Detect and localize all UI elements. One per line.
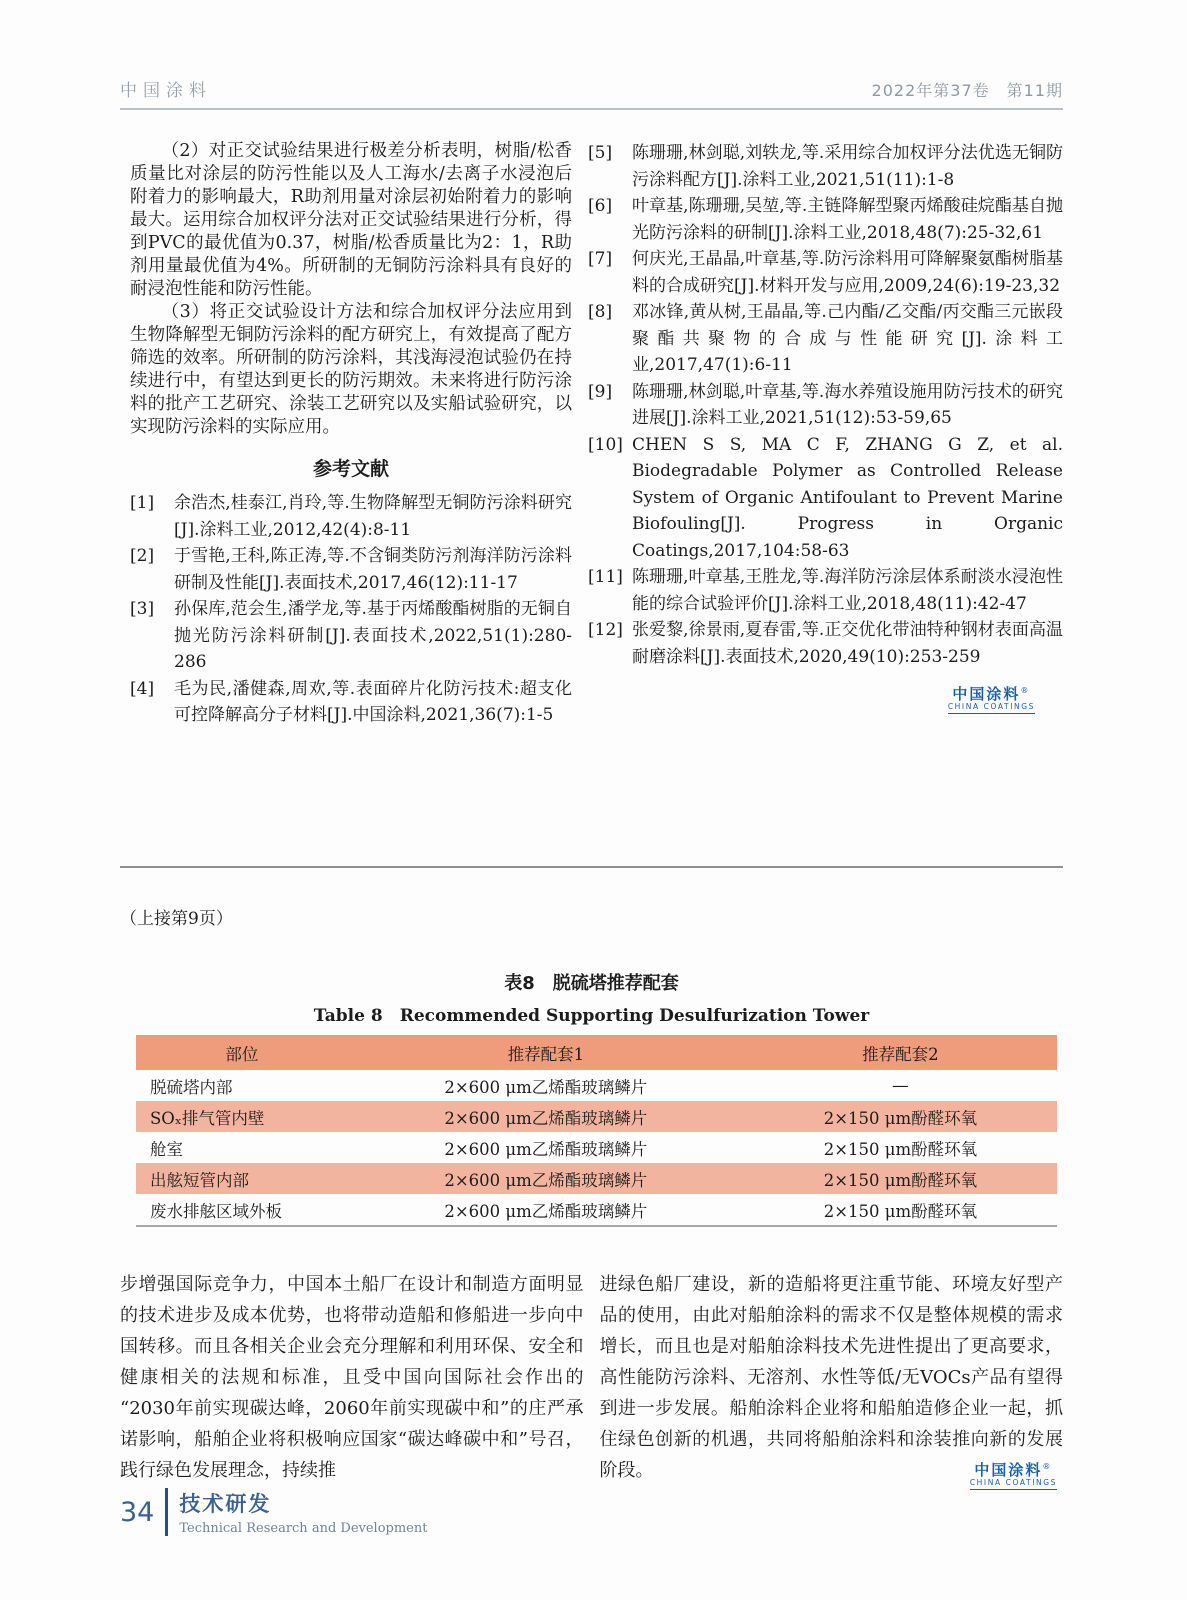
table-header-row <box>136 1035 1057 1070</box>
footer-section-zh: 技术研发 <box>179 1492 272 1516</box>
journal-name: 中国涂料 <box>120 81 212 101</box>
table-cell: 2×600 μm乙烯酯玻璃鳞片 <box>444 1108 648 1128</box>
registered-mark: ® <box>1020 686 1031 695</box>
reference-number: [11] <box>588 567 623 587</box>
reference-number: [4] <box>130 678 155 699</box>
references-list-right <box>588 140 1063 670</box>
logo-text-zh: 中国涂料® <box>952 685 1031 703</box>
reference-text: 于雪艳,王科,陈正涛,等.不含铜类防污剂海洋防污涂料研制及性能[J].表面技术,2017,46(12):11-17 <box>174 546 572 593</box>
reference-text: 何庆光,王晶晶,叶章基,等.防污涂料用可降解聚氨酯树脂基料的合成研究[J].材料开发与应用,2009,24(6):19-23,32 <box>632 249 1063 296</box>
logo-text-zh: 中国涂料® <box>974 1461 1053 1480</box>
table-column-header: 推荐配套1 <box>507 1044 585 1064</box>
conclusion-paragraph-3: （3）将正交试验设计方法和综合加权评分法应用到生物降解型无铜防污涂料的配方研究上，有效提高了配方筛选的效率。所研制的防污涂料，其浅海浸泡试验仍在持续进行中，有望达到更长的防污期效。未来将进行防污涂料的批产工艺研究、涂装工艺研究以及实船试验研究，以实现防污涂料的实际应用。 <box>130 302 572 437</box>
reference-text: 陈珊珊,林剑聪,叶章基,等.海水养殖设施用防污技术的研究进展[J].涂料工业,2021,51(12):53-59,65 <box>632 381 1063 428</box>
table-cell: 2×600 μm乙烯酯玻璃鳞片 <box>444 1139 648 1159</box>
table-row <box>136 1194 1057 1226</box>
reference-text: 陈珊珊,叶章基,王胜龙,等.海洋防污涂层体系耐淡水浸泡性能的综合试验评价[J].涂料工业,2018,48(11):42-47 <box>632 567 1063 614</box>
running-head <box>120 0 1063 110</box>
reference-number: [7] <box>588 249 613 269</box>
page-footer <box>120 1488 427 1536</box>
section-divider <box>120 866 1063 868</box>
table-cell: 出舷短管内部 <box>150 1170 249 1190</box>
references-heading: 参考文献 <box>312 458 389 480</box>
reference-item <box>588 564 1063 617</box>
reference-text: 孙保库,范会生,潘学龙,等.基于丙烯酸酯树脂的无铜自抛光防污涂料研制[J].表面技术,2022,51(1):280-286 <box>174 599 572 672</box>
reference-item <box>588 379 1063 432</box>
left-column <box>120 140 572 842</box>
footer-section-en: Technical Research and Development <box>179 1521 428 1536</box>
issue-info: 2022年第37卷 第11期 <box>871 81 1063 100</box>
continued-article-section <box>120 1269 1063 1486</box>
reference-number: [12] <box>588 620 623 640</box>
page-number: 34 <box>120 1496 155 1528</box>
reference-text: 陈珊珊,林剑聪,刘轶龙,等.采用综合加权评分法优选无铜防污涂料配方[J].涂料工业,2021,51(11):1-8 <box>632 143 1063 190</box>
table-cell: 脱硫塔内部 <box>150 1077 233 1097</box>
reference-item <box>130 490 572 543</box>
bottom-left-column <box>120 1269 584 1486</box>
table-row <box>136 1101 1057 1132</box>
logo-slot <box>962 1462 1057 1490</box>
table-column-header: 推荐配套2 <box>862 1044 939 1064</box>
logo-slot <box>588 686 1063 714</box>
table8-title-zh: 表8 脱硫塔推荐配套 <box>504 973 679 994</box>
reference-item <box>130 543 572 596</box>
reference-item <box>588 193 1063 246</box>
reference-text: CHEN S S, MA C F, ZHANG G Z, et al. Biodegradable Polymer as Controlled Release System of Organic Antifoulant to Prevent Marine Biofouling[J]. Progress in Organic Coatings,2017,104:58-63 <box>632 434 1063 561</box>
china-coatings-logo <box>948 686 1035 714</box>
table-column-header: 部位 <box>225 1044 259 1064</box>
table-cell: 2×600 μm乙烯酯玻璃鳞片 <box>444 1170 648 1190</box>
table-cell: 舱室 <box>150 1139 183 1159</box>
reference-number: [2] <box>130 546 155 566</box>
reference-text: 张爱黎,徐景雨,夏春雷,等.正交优化带油特种钢材表面高温耐磨涂料[J].表面技术,2020,49(10):253-259 <box>632 620 1063 667</box>
reference-number: [9] <box>588 381 613 402</box>
desulfurization-tower-table <box>136 1035 1057 1227</box>
bottom-text-right: 进绿色船厂建设，新的造船将更注重节能、环境友好型产品的使用，由此对船舶涂料的需求不仅是整体规模的需求增长，而且也是对船舶涂料技术先进性提出了更高要求，高性能防污涂料、无溶剂、水性等低/无VOCs产品有望得到进一步发展。船舶涂料企业将和船舶造修企业一起，抓住绿色创新的机遇，共同将船舶涂料和涂装推向新的发展阶段。 <box>599 1274 1063 1481</box>
reference-item <box>588 140 1063 193</box>
conclusion-paragraph-2: （2）对正交试验结果进行极差分析表明，树脂/松香质量比对涂层的防污性能以及人工海水/去离子水浸泡后附着力的影响最大，R助剂用量对涂层初始附着力的影响最大。运用综合加权评分法对正交试验结果进行分析，得到PVC的最优值为0.37，树脂/松香质量比为2：1，R助剂用量最优值为4%。所研制的无铜防污涂料具有良好的耐浸泡性能和防污性能。 <box>130 141 572 299</box>
table-cell: 2×600 μm乙烯酯玻璃鳞片 <box>444 1201 648 1221</box>
reference-item <box>588 432 1063 565</box>
table8-title-en: Table 8 Recommended Supporting Desulfurization Tower <box>313 1006 870 1026</box>
table-row <box>136 1070 1057 1101</box>
reference-text: 邓冰锋,黄从树,王晶晶,等.己内酯/乙交酯/丙交酯三元嵌段聚酯共聚物的合成与性能研究[J].涂料工业,2017,47(1):6-11 <box>632 302 1063 375</box>
table-row <box>136 1163 1057 1194</box>
table-cell: 2×600 μm乙烯酯玻璃鳞片 <box>444 1077 648 1097</box>
table-cell: 2×150 μm酚醛环氧 <box>823 1139 978 1159</box>
conclusions-and-references-section <box>120 140 1063 842</box>
reference-number: [8] <box>588 302 613 322</box>
reference-text: 毛为民,潘健森,周欢,等.表面碎片化防污技术:超支化可控降解高分子材料[J].中国涂料,2021,36(7):1-5 <box>174 678 572 725</box>
table-cell: SOₓ排气管内壁 <box>150 1108 265 1128</box>
reference-number: [10] <box>588 434 623 455</box>
reference-text: 余浩杰,桂泰江,肖玲,等.生物降解型无铜防污涂料研究[J].涂料工业,2012,42(4):8-11 <box>174 493 572 540</box>
table-cell: 废水排舷区域外板 <box>150 1201 282 1221</box>
reference-number: [5] <box>588 143 613 163</box>
bottom-text-left: 步增强国际竞争力，中国本土船厂在设计和制造方面明显的技术进步及成本优势，也将带动造船和修船进一步向中国转移。而且各相关企业会充分理解和利用环保、安全和健康相关的法规和标准，且受中国向国际社会作出的“2030年前实现碳达峰，2060年前实现碳中和”的庄严承诺影响，船舶企业将积极响应国家“碳达峰碳中和”号召，践行绿色发展理念，持续推 <box>120 1274 584 1481</box>
references-list-left <box>130 490 572 729</box>
reference-number: [6] <box>588 196 613 216</box>
bottom-right-column <box>600 1269 1064 1486</box>
table8-titles <box>120 969 1063 1026</box>
right-column <box>588 140 1063 842</box>
table-cell: — <box>892 1076 909 1095</box>
table-cell: 2×150 μm酚醛环氧 <box>823 1170 978 1190</box>
table-row <box>136 1132 1057 1163</box>
table-cell: 2×150 μm酚醛环氧 <box>823 1201 978 1221</box>
reference-item <box>588 246 1063 299</box>
reference-item <box>588 299 1063 379</box>
footer-section-block <box>179 1488 427 1536</box>
continuation-note: （上接第9页） <box>120 909 233 929</box>
reference-text: 叶章基,陈珊珊,吴堃,等.主链降解型聚丙烯酸硅烷酯基自抛光防污涂料的研制[J].涂料工业,2018,48(7):25-32,61 <box>632 196 1063 243</box>
logo-text-en: CHINA COATINGS <box>948 703 1035 714</box>
reference-number: [3] <box>130 599 155 619</box>
reference-number: [1] <box>130 493 155 513</box>
china-coatings-logo <box>970 1462 1057 1490</box>
footer-divider-bar <box>165 1488 168 1536</box>
registered-mark: ® <box>1042 1462 1053 1472</box>
table-cell: 2×150 μm酚醛环氧 <box>823 1108 978 1128</box>
reference-item <box>130 676 572 729</box>
reference-item <box>588 617 1063 670</box>
logo-text-en: CHINA COATINGS <box>970 1479 1057 1490</box>
reference-item <box>130 596 572 676</box>
